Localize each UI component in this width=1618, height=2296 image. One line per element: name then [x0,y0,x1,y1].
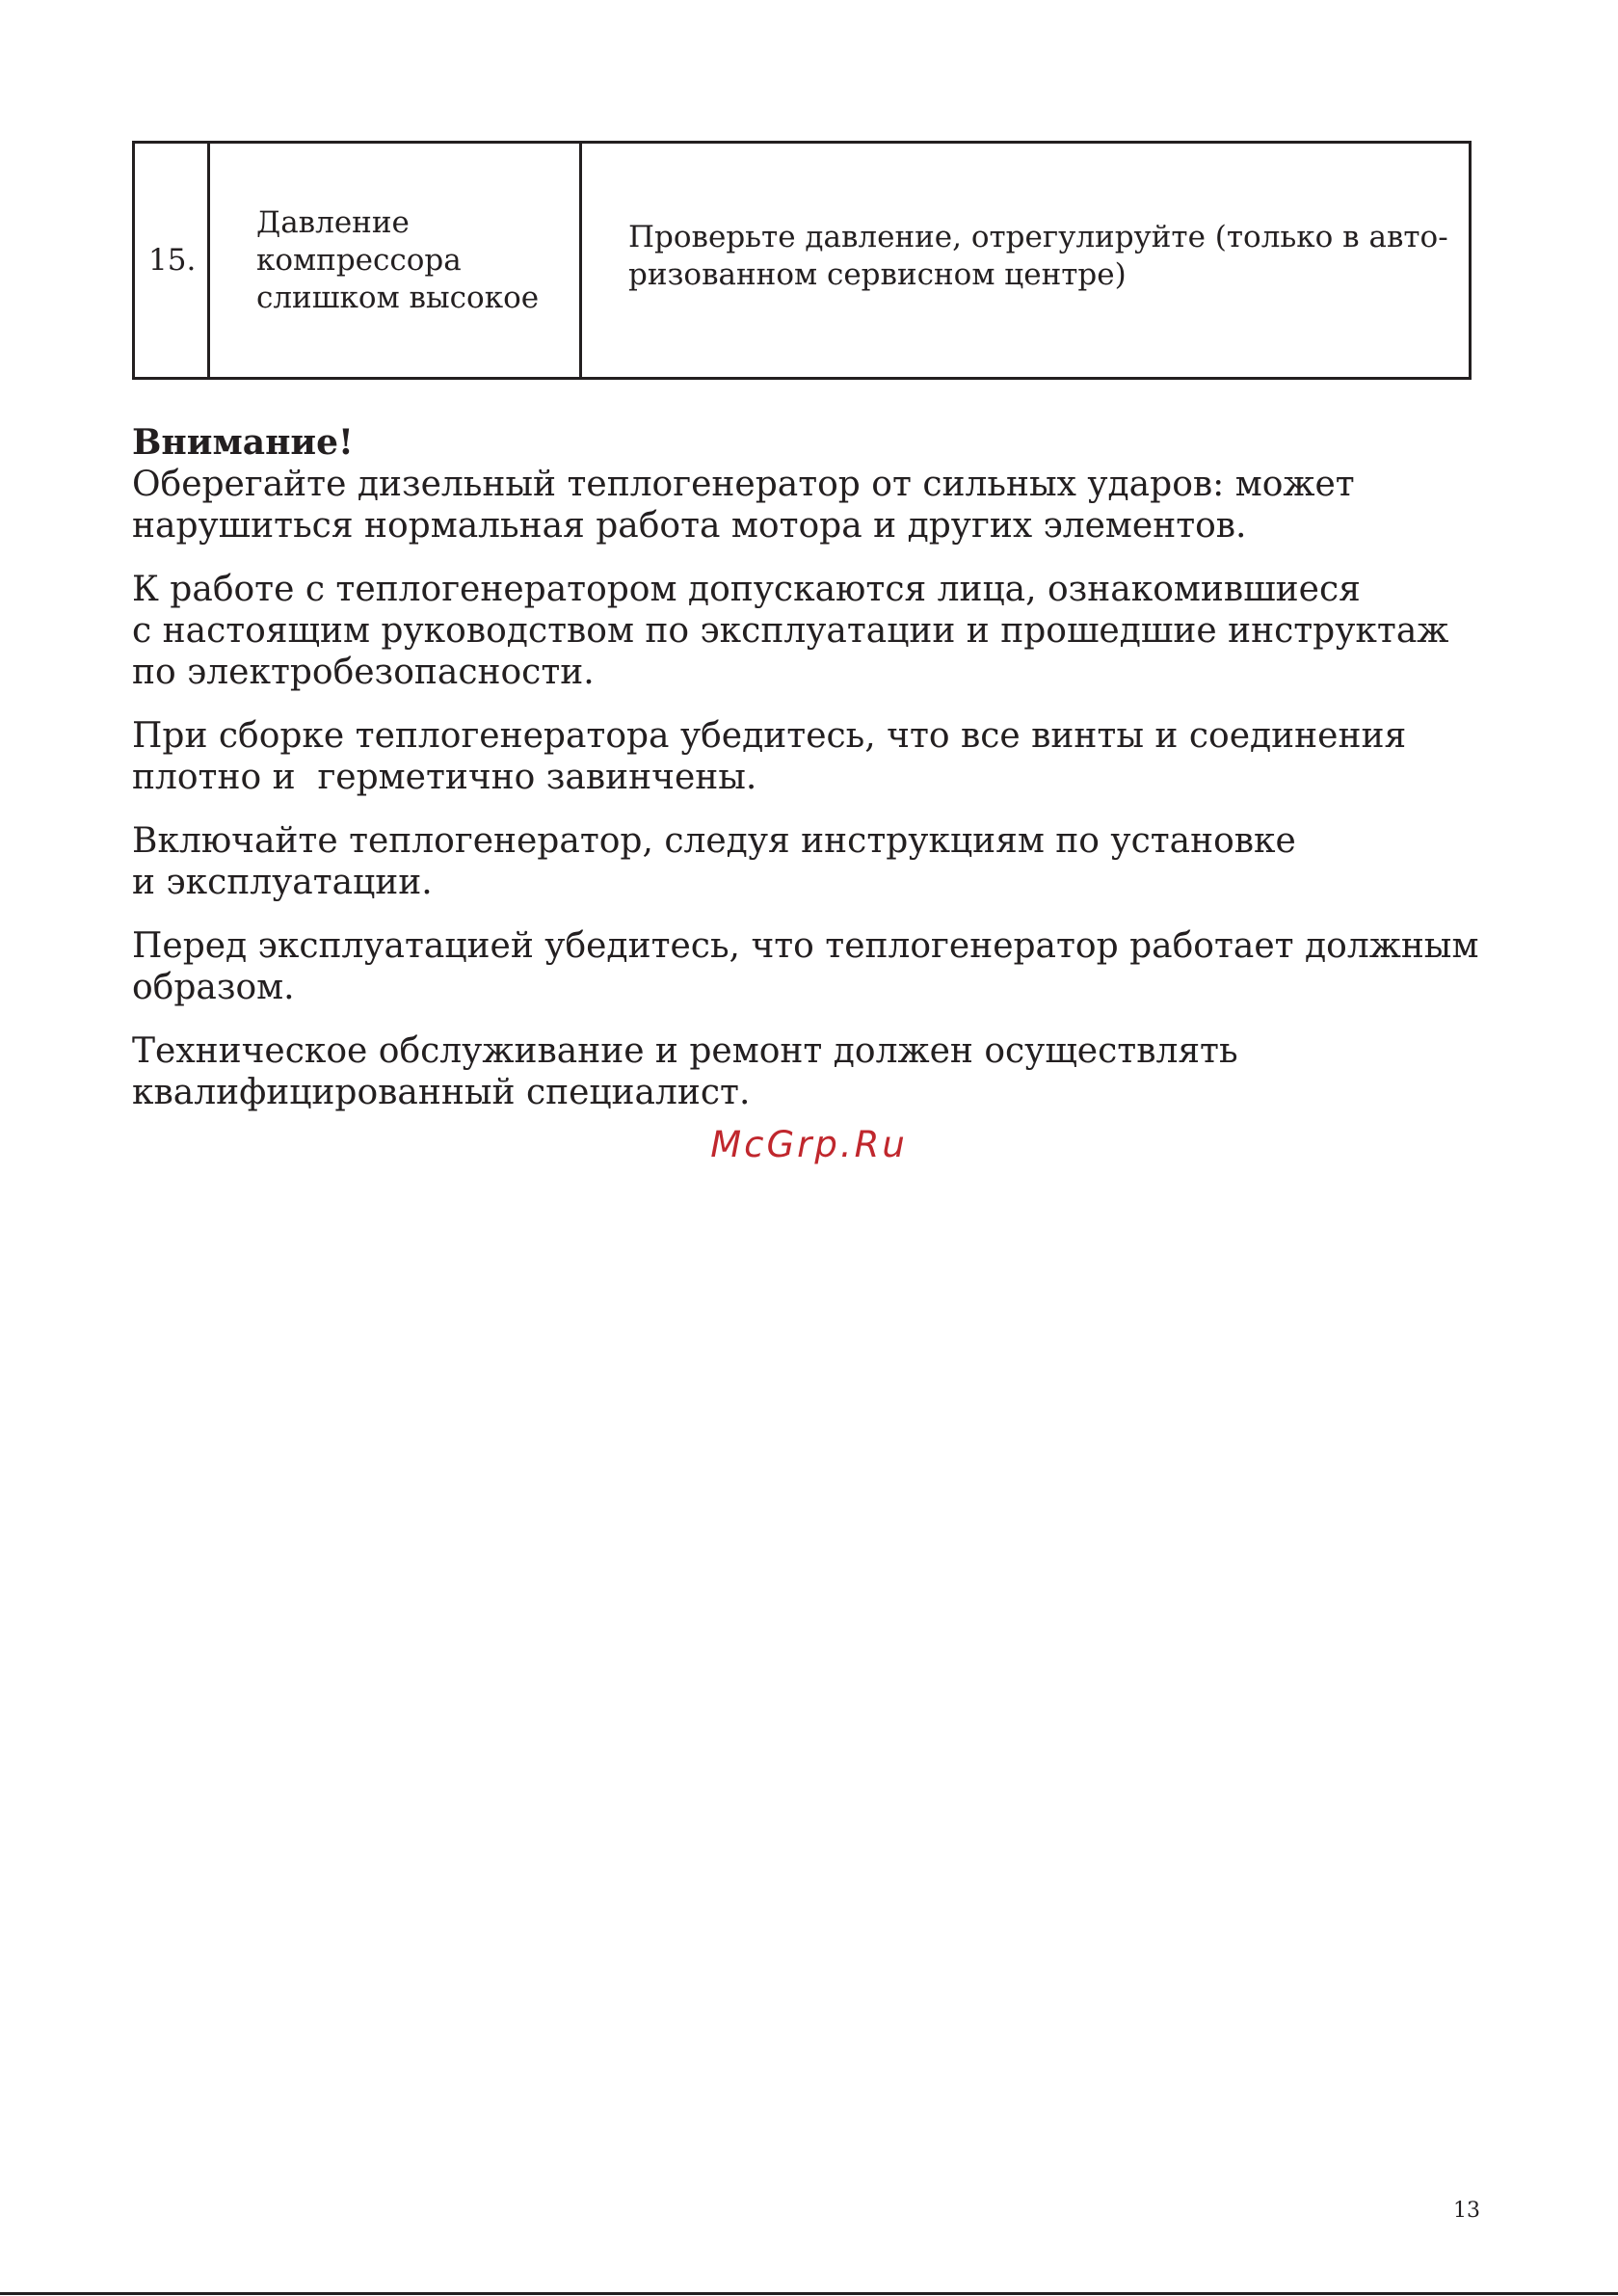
remedy-line: ризованном сервисном центре) [628,257,1127,292]
fault-line: компрессора [256,242,462,278]
text-line: квалифицированный специалист. [132,1073,751,1112]
warning-paragraph [132,422,1481,547]
text-line: Включайте теплогенератор, следуя инструкциям по установке [132,821,1296,861]
table-row [134,143,1471,379]
fault-line: Давление [256,204,410,240]
warning-paragraph [132,1030,1481,1113]
remedy-cell [581,143,1471,379]
warning-paragraph [132,820,1481,903]
bottom-divider [0,2292,1618,2295]
text-line: плотно и герметично завинчены. [132,758,757,797]
text-line: Перед эксплуатацией убедитесь, что теплогенератор работает должным [132,926,1479,966]
watermark: McGrp.Ru [710,1124,908,1165]
row-number-cell [134,143,209,379]
fault-line: слишком высокое [256,280,540,315]
text-line: Техническое обслуживание и ремонт должен осуществлять [132,1031,1238,1071]
row-number: 15. [148,242,197,278]
text-line: Оберегайте дизельный теплогенератор от сильных ударов: может [132,465,1355,504]
warning-title: Внимание! [132,422,354,463]
warning-paragraph [132,715,1481,798]
text-line: по электробезопасности. [132,653,595,692]
warning-paragraph [132,925,1481,1008]
warning-paragraph [132,569,1481,693]
page-number: 13 [1453,2199,1480,2223]
remedy-line: Проверьте давление, отрегулируйте (только в авто- [628,220,1448,254]
troubleshooting-table [132,141,1472,380]
text-line: К работе с теплогенератором допускаются лица, ознакомившиеся [132,570,1361,609]
fault-cell [209,143,581,379]
text-line: и эксплуатации. [132,863,433,902]
text-line: образом. [132,968,295,1007]
warning-section [132,422,1481,1135]
text-line: нарушиться нормальная работа мотора и других элементов. [132,506,1247,546]
text-line: При сборке теплогенератора убедитесь, что все винты и соединения [132,716,1407,756]
text-line: с настоящим руководством по эксплуатации и прошедшие инструктаж [132,611,1449,651]
